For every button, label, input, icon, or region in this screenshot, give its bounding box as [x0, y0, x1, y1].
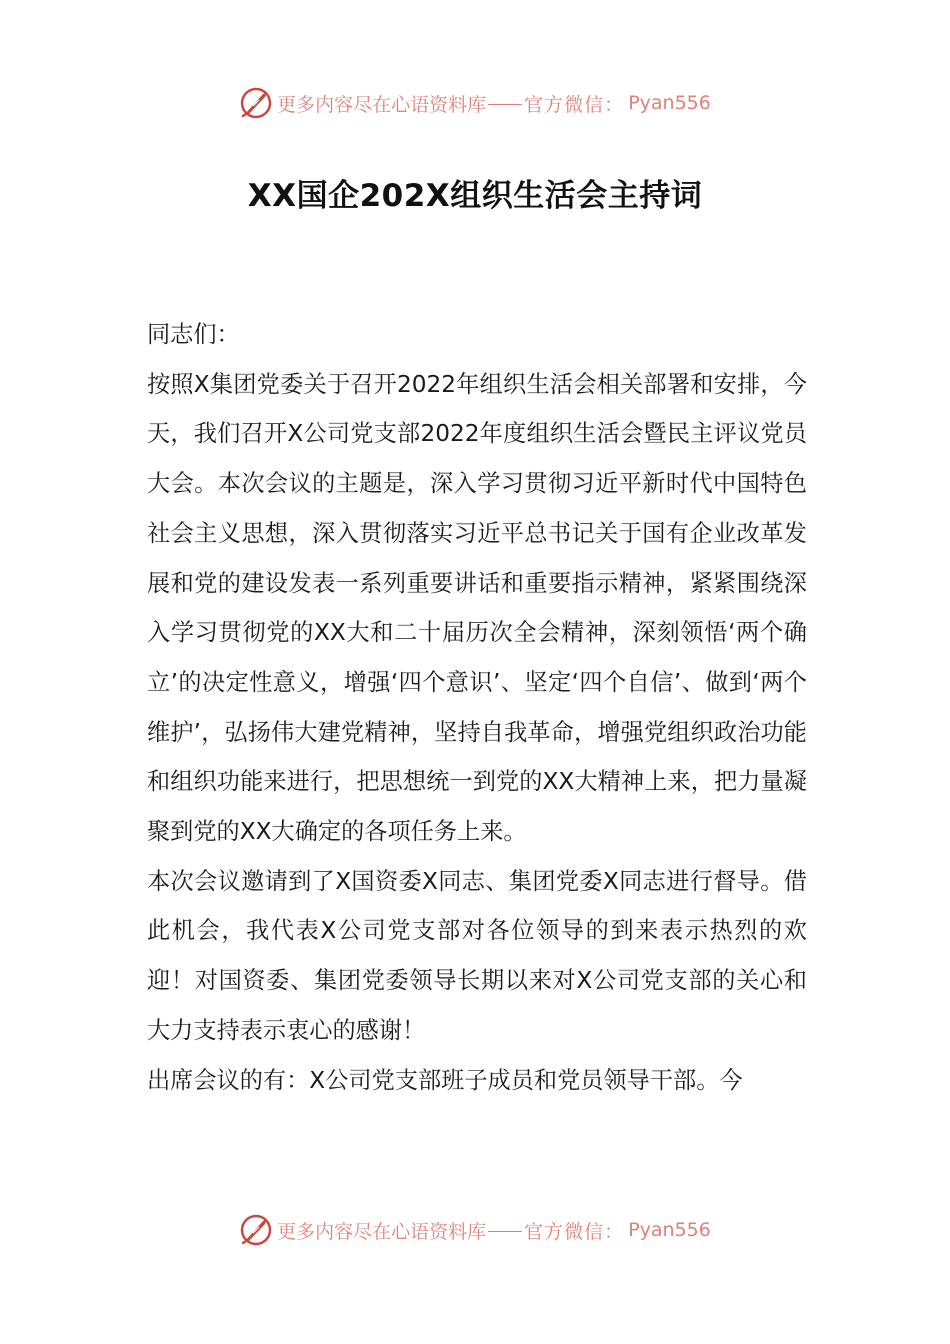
paragraph-1: 按照X集团党委关于召开2022年组织生活会相关部署和安排，今天，我们召开X公司党支部2022年度组织生活会暨民主评议党员大会。本次会议的主题是，深入学习贯彻习近平新时代中国特色社会主义思想，深入贯彻落实习近平总书记关于国有企业改革发展和党的建设发表一系列重要讲话和重要指示精神，紧紧围绕深入学习贯彻党的XX大和二十届历次全会精神，深刻领悟‘两个确立’的决定性意义，增强‘四个意识’、坚定‘四个自信’、做到‘两个维护’，弘扬伟大建党精神，坚持自我革命，增强党组织政治功能和组织功能来进行，把思想统一到党的XX大精神上来，把力量凝聚到党的XX大确定的各项任务上来。: [147, 370, 807, 846]
header-banner: [0, 83, 950, 123]
banner-mid-text: 官方微信：: [524, 93, 625, 116]
banner-wechat-id: Pyan556: [628, 1219, 711, 1241]
footer-banner: [0, 1210, 950, 1250]
banner-prefix-text: 更多内容尽在心语资料库: [277, 1220, 487, 1243]
banner-dash: [488, 1231, 522, 1232]
banner-mid-text: 官方微信：: [524, 1220, 625, 1243]
banner-prefix-text: 更多内容尽在心语资料库: [277, 93, 487, 116]
paragraph-greeting: 同志们：: [147, 321, 240, 348]
quill-pen-logo-icon: [239, 86, 273, 120]
document-title: XX国企202X组织生活会主持词: [247, 178, 703, 214]
paragraph-2: 本次会议邀请到了X国资委X同志、集团党委X同志进行督导。借此机会，我代表X公司党支部对各位领导的到来表示热烈的欢迎！对国资委、集团党委领导长期以来对X公司党支部的关心和大力支持表示衷心的感谢！: [147, 867, 807, 1044]
quill-pen-logo-icon: [239, 1213, 273, 1247]
paragraph-3: 出席会议的有：X公司党支部班子成员和党员领导干部。今: [147, 1066, 743, 1094]
banner-dash: [488, 104, 522, 105]
banner-wechat-id: Pyan556: [628, 92, 711, 114]
document-body: [147, 310, 807, 1105]
